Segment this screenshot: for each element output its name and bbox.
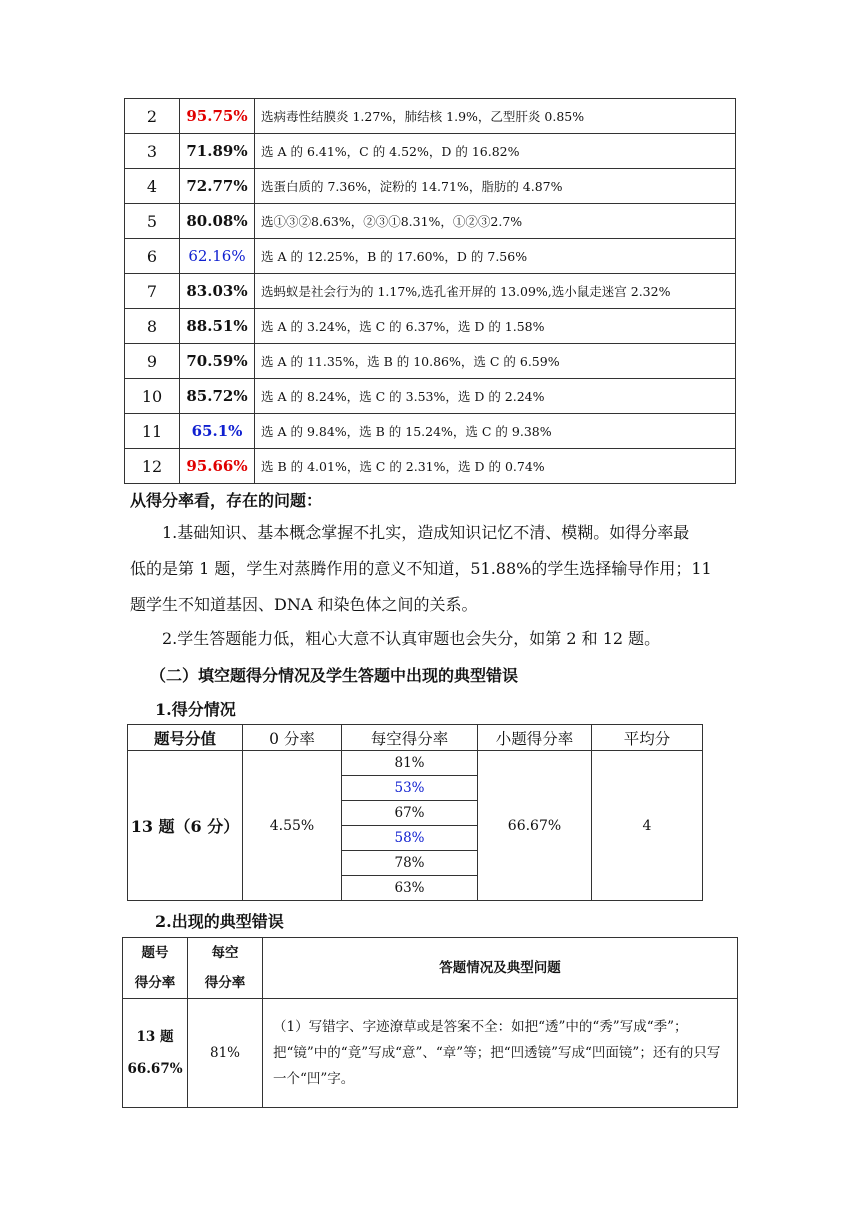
table-row [125,204,736,239]
analysis-point-1-line-2: 低的是第 1 题，学生对蒸腾作用的意义不知道，51.88%的学生选择输导作用；11 [130,559,712,578]
subsection-errors-title: 2.出现的典型错误 [155,912,284,931]
score-rate: 62.16% [180,239,255,274]
table-header-row [128,725,703,751]
zero-score-rate: 4.55% [243,751,342,901]
header-line: 每空 [211,945,239,961]
score-rate: 70.59% [180,344,255,379]
average-score: 4 [592,751,703,901]
wrong-choice-detail: 选病毒性结膜炎 1.27%，肺结核 1.9%，乙型肝炎 0.85% [255,99,736,134]
header-line: 得分率 [134,975,176,991]
table-row [125,169,736,204]
table-header-row [123,938,738,999]
table-row [123,999,738,1108]
blank-rate-cell: 81% [188,999,263,1108]
question-number: 5 [125,204,180,239]
table-row [128,751,703,776]
wrong-choice-detail: 选①③②8.63%，②③①8.31%，①②③2.7% [255,204,736,239]
typical-errors-table [122,937,738,1108]
choice-score-table [124,98,736,484]
wrong-choice-detail: 选 A 的 8.24%，选 C 的 3.53%，选 D 的 2.24% [255,379,736,414]
blank-score-rate: 58% [342,826,478,851]
wrong-choice-detail: 选蚂蚁是社会行为的 1.17%,选孔雀开屏的 13.09%,选小鼠走迷宫 2.32% [255,274,736,309]
fill-in-score-table [127,724,703,901]
analysis-point-2: 2.学生答题能力低，粗心大意不认真审题也会失分，如第 2 和 12 题。 [162,629,661,648]
column-header: 小题得分率 [478,725,592,751]
subsection-score-title: 1.得分情况 [155,700,236,719]
column-header: 题号分值 [128,725,243,751]
column-header: 每空得分率 [342,725,478,751]
score-rate: 80.08% [180,204,255,239]
score-rate: 72.77% [180,169,255,204]
column-header: 0 分率 [243,725,342,751]
blank-score-rate: 63% [342,876,478,901]
sub-question-score-rate: 66.67% [478,751,592,901]
table-row [125,239,736,274]
question-rate: 66.67% [127,1061,183,1077]
section-title: （二）填空题得分情况及学生答题中出现的典型错误 [150,666,519,685]
table-row [125,449,736,484]
wrong-choice-detail: 选 B 的 4.01%，选 C 的 2.31%，选 D 的 0.74% [255,449,736,484]
wrong-choice-detail: 选蛋白质的 7.36%，淀粉的 14.71%，脂肪的 4.87% [255,169,736,204]
score-rate: 65.1% [180,414,255,449]
question-number: 6 [125,239,180,274]
table-row [125,344,736,379]
question-label: 13 题 [136,1029,174,1045]
table-row [125,134,736,169]
column-header-errors: 答题情况及典型问题 [263,938,738,999]
analysis-heading: 从得分率看，存在的问题： [130,491,323,510]
score-rate: 71.89% [180,134,255,169]
blank-score-rate: 67% [342,801,478,826]
blank-score-rate: 81% [342,751,478,776]
column-header: 平均分 [592,725,703,751]
table-row [125,99,736,134]
wrong-choice-detail: 选 A 的 6.41%，C 的 4.52%，D 的 16.82% [255,134,736,169]
choice-score-table-body [125,99,736,484]
question-number: 8 [125,309,180,344]
blank-score-rate: 78% [342,851,478,876]
table-row [125,414,736,449]
score-rate: 88.51% [180,309,255,344]
question-rate-cell [123,999,188,1108]
wrong-choice-detail: 选 A 的 9.84%，选 B 的 15.24%，选 C 的 9.38% [255,414,736,449]
column-header-blank-rate [188,938,263,999]
wrong-choice-detail: 选 A 的 3.24%，选 C 的 6.37%，选 D 的 1.58% [255,309,736,344]
blank-score-rate: 53% [342,776,478,801]
question-number: 10 [125,379,180,414]
table-row [125,379,736,414]
score-rate: 95.66% [180,449,255,484]
wrong-choice-detail: 选 A 的 11.35%，选 B 的 10.86%，选 C 的 6.59% [255,344,736,379]
question-number: 4 [125,169,180,204]
analysis-point-1-line-3: 题学生不知道基因、DNA 和染色体之间的关系。 [130,595,478,614]
score-rate: 95.75% [180,99,255,134]
error-description: （1）写错字、字迹潦草或是答案不全：如把“透”中的“秀”写成“季”；把“镜”中的“竟”写成“意”、“章”等；把“凹透镜”写成“凹面镜”；还有的只写一个“凹”字。 [263,999,738,1108]
table-row [125,274,736,309]
header-line: 得分率 [204,975,246,991]
question-number: 9 [125,344,180,379]
table-row [125,309,736,344]
question-number: 11 [125,414,180,449]
score-rate: 83.03% [180,274,255,309]
analysis-point-1-line-1: 1.基础知识、基本概念掌握不扎实，造成知识记忆不清、模糊。如得分率最 [162,523,690,542]
column-header-question-rate [123,938,188,999]
question-number: 7 [125,274,180,309]
question-number: 2 [125,99,180,134]
header-line: 题号 [141,945,169,961]
score-rate: 85.72% [180,379,255,414]
question-score-value: 13 题（6 分） [128,751,243,901]
question-number: 3 [125,134,180,169]
wrong-choice-detail: 选 A 的 12.25%，B 的 17.60%，D 的 7.56% [255,239,736,274]
question-number: 12 [125,449,180,484]
